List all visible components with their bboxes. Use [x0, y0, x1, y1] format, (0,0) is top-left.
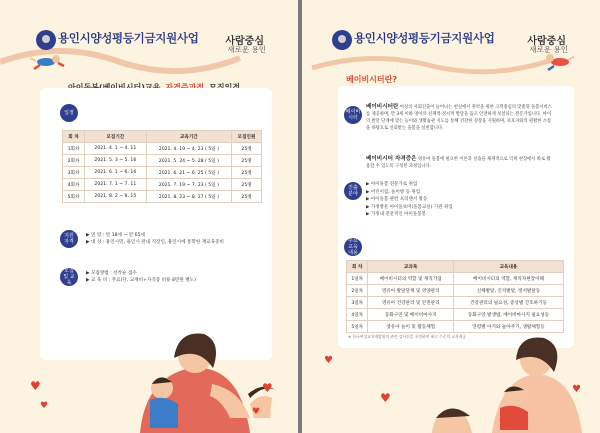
- city-logo-icon: [332, 30, 352, 50]
- babysitter-tag: 베이비 시터: [344, 106, 362, 124]
- right-page: [302, 0, 600, 433]
- footnote: ※ 한국여성교육개발원의 관련 강사진을 초빙하여 최고 수준의 교육제공: [348, 334, 466, 339]
- para2-highlight: 베이비시터 자격증은: [366, 156, 417, 162]
- qualification-line: ▶ 연 령 : 만 18세 ~ 만 65세: [86, 233, 145, 238]
- cell: 25명: [232, 155, 262, 167]
- table-header-row: [63, 131, 262, 143]
- schedule-table: [62, 130, 262, 203]
- parent-child-illustration: [100, 318, 290, 433]
- cell: 신체발달, 인지발달, 정서발달등: [453, 285, 563, 297]
- curriculum-tag: 주요 교육 내용: [344, 238, 362, 256]
- col-capacity: 모집인원: [232, 131, 262, 143]
- cell: 4일차: [347, 309, 368, 321]
- cell: 25명: [232, 179, 262, 191]
- cell: 25명: [232, 143, 262, 155]
- cell: 동화구연 및 베이비마사지: [368, 309, 454, 321]
- table-row: [347, 309, 564, 321]
- heart-icon: ♥: [40, 401, 49, 411]
- babysitter-paragraph-2: [366, 156, 552, 170]
- cell: 영유아 놀이 및 활동체험: [368, 321, 454, 333]
- heart-icon: ♥: [572, 384, 581, 395]
- cell: 2021. 5. 24 ~ 5. 28 ( 5일 ): [146, 155, 231, 167]
- cell: 5회차: [63, 191, 85, 203]
- table-row: [63, 179, 262, 191]
- babysitter-title: 베이비시터란?: [346, 75, 398, 84]
- cell: 2021. 8. 2 ~ 8. 15: [85, 191, 147, 203]
- cell: 5일차: [347, 321, 368, 333]
- slogan-bottom: 새로운 용인: [227, 45, 266, 54]
- col-content: 교육내용: [453, 261, 563, 273]
- cell: 25명: [232, 191, 262, 203]
- qualification-tag: 지원 자격: [60, 230, 78, 248]
- cell: 3회차: [63, 167, 85, 179]
- heart-icon: ♥: [30, 379, 41, 393]
- qualification-info: [86, 232, 224, 246]
- cell: 4회차: [63, 179, 85, 191]
- cell: 동화구연 발생법, 베이비마사지 필요성등: [453, 309, 563, 321]
- heart-icon: ♥: [262, 381, 273, 395]
- col-day: 회 차: [347, 261, 368, 273]
- table-row: [63, 143, 262, 155]
- table-row: [347, 297, 564, 309]
- curriculum-table: [346, 260, 564, 333]
- cell: 건강관리의 필요성, 증상별 간호하기등: [453, 297, 563, 309]
- table-row: [347, 273, 564, 285]
- heart-icon: ♥: [252, 407, 261, 417]
- career-list: [366, 181, 453, 219]
- cell: 2021. 7. 19 ~ 7. 23 ( 5일 ): [146, 179, 231, 191]
- cell: 연령별 아기와 놀아주기, 생활체험등: [453, 321, 563, 333]
- schedule-tag: 일정: [60, 104, 78, 122]
- cell: 2021. 4. 19 ~ 4. 23 ( 5일 ): [146, 143, 231, 155]
- para2-text: 영유아 돌봄에 필요한 이론과 실습을 체계적으로 익혀 현장에서 바로 활용할 수 있도록 구성된 과정입니다.: [366, 157, 551, 169]
- cell: 베이비시터의 역할, 재직자현장이해: [453, 273, 563, 285]
- cell: 1일차: [347, 273, 368, 285]
- col-round: 회 차: [63, 131, 85, 143]
- cell: 2회차: [63, 155, 85, 167]
- mother-baby-illustration: [412, 330, 600, 433]
- col-subject: 교과목: [368, 261, 454, 273]
- cell: 3일차: [347, 297, 368, 309]
- program-title: 용인시양성평등기금지원사업: [354, 31, 495, 45]
- method-line: ▶ 모집방법 : 선착순 접수: [86, 271, 137, 276]
- cell: 2021. 5. 3 ~ 5. 16: [85, 155, 147, 167]
- slogan-bottom: 새로운 용인: [529, 45, 568, 54]
- method-info: [86, 270, 196, 284]
- table-row: [63, 191, 262, 203]
- cell: 2021. 6. 1 ~ 6. 16: [85, 167, 147, 179]
- list-item: ▶ 가정방문 아이돌보미(돌봄교실) 기관 취업: [366, 204, 453, 210]
- col-recruit-period: 모집기간: [85, 131, 147, 143]
- list-item: ▶ 가정내 전문적인 아이돌봄봉: [366, 212, 426, 218]
- col-edu-period: 교육기간: [146, 131, 231, 143]
- slogan-top: 사람중심: [527, 36, 566, 47]
- cell: 영유아 발달단계 및 영양관리: [368, 285, 454, 297]
- page-header: [0, 0, 298, 78]
- babysitter-paragraph-1: [366, 104, 552, 132]
- left-page: [0, 0, 298, 433]
- cell: 영유아 건강관리 및 안전관리: [368, 297, 454, 309]
- cell: 1회차: [63, 143, 85, 155]
- program-title: 용인시양성평등기금지원사업: [58, 31, 199, 45]
- list-item: ▶ 아이돌봄 전문가로 취업: [366, 182, 418, 187]
- method-line: ▶ 교 육 비 : 무료(단, 교재비+자격증 비용 8만원 별도): [86, 278, 196, 283]
- career-tag: 진출 분야: [344, 182, 362, 200]
- list-item: ▶ 아이돌봄 관련 프리랜서 활동: [366, 197, 428, 203]
- para1-text: 여성의 사회진출이 늘어나는 현실에서 취약을 위한 고객중심의 맞춤형 돌봄서비스를 제공하며, 만 3세 이하 영아의 신체적·정서적 발달을 돕고 안전하게 보살피는 전문가입니다. 아이의 발달 단계에 맞는 놀이와 생활습관 지도를 통해 건강한 성장을 지원하며, 보호자와의 원활한 소통을 바탕으로 신뢰받는 돌봄을 실천합니다.: [366, 105, 552, 131]
- cell: 2일차: [347, 285, 368, 297]
- table-row: [347, 285, 564, 297]
- cell: 2021. 7. 1 ~ 7. 11: [85, 179, 147, 191]
- cell: 2021. 6. 21 ~ 6. 25 ( 5일 ): [146, 167, 231, 179]
- city-logo-icon: [36, 30, 56, 50]
- flying-child-illustration: [30, 55, 64, 69]
- table-header-row: [347, 261, 564, 273]
- cell: 2021. 8. 23 ~ 8. 27 ( 5일 ): [146, 191, 231, 203]
- qualification-line: ▶ 대 상 : 용인시민, 용인시 관내 직장인, 용인시에 통학한 재교육준비: [86, 240, 224, 245]
- cell: 25명: [232, 167, 262, 179]
- method-tag: 모집 및 교육: [60, 268, 78, 286]
- slogan-top: 사람중심: [225, 36, 264, 47]
- table-row: [63, 167, 262, 179]
- heart-icon: ♥: [380, 391, 391, 405]
- list-item: ▶ 어린이집, 놀이방 등 취업: [366, 189, 421, 195]
- cell: 2021. 4. 1 ~ 4. 11: [85, 143, 147, 155]
- page-header: [302, 0, 600, 78]
- cell: 베이비시터의 역할 및 재직가업: [368, 273, 454, 285]
- para1-highlight: 베이비시터란: [366, 104, 399, 110]
- table-row: [63, 155, 262, 167]
- heart-icon: ♥: [324, 355, 333, 366]
